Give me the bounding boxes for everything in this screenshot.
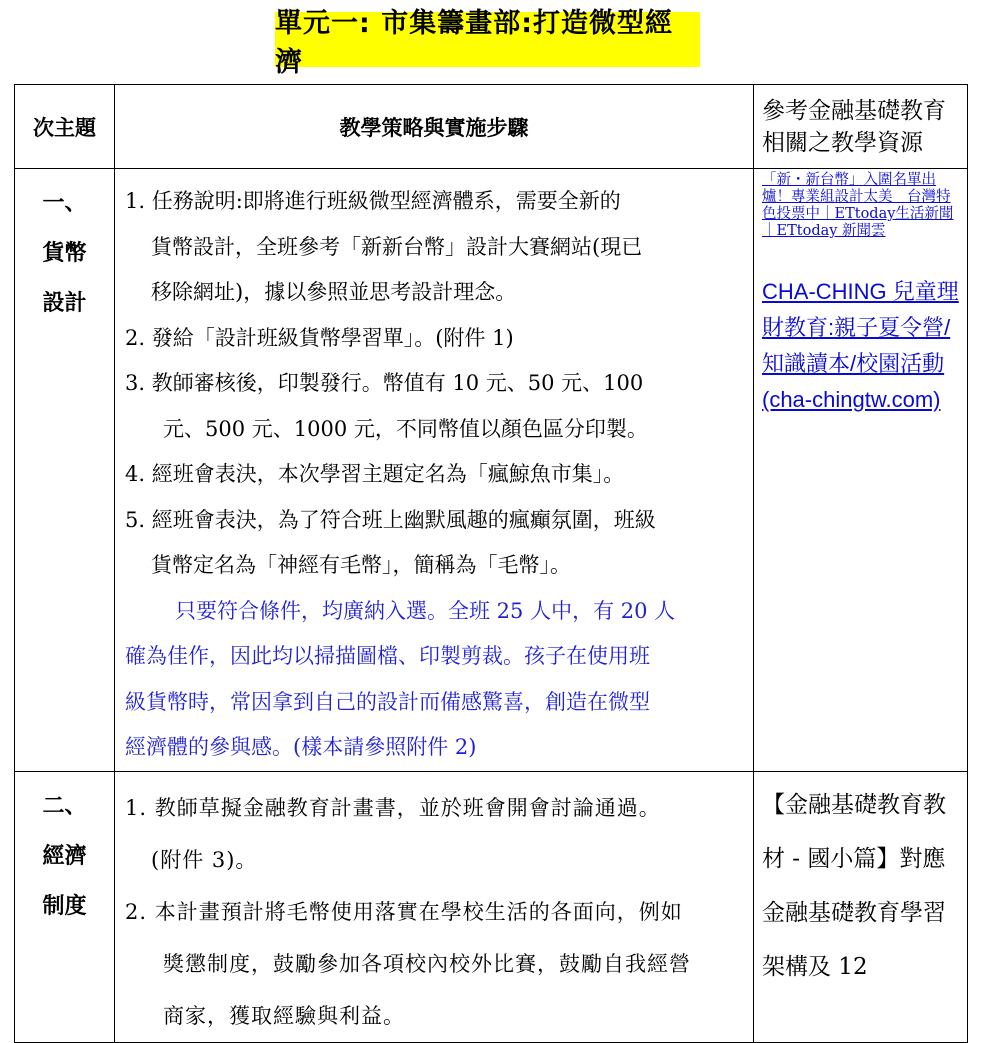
section1-topic-num: 一、 [42,191,87,216]
step-line: (附件 3)。 [151,847,258,872]
step-line: 1. 教師草擬金融教育計畫書，並於班會開會討論通過。 [125,795,661,820]
section1-steps [115,169,754,772]
section1-resources [754,169,968,772]
step-line: 商家，獲取經驗與利益。 [163,1003,405,1028]
ettoday-link[interactable]: 「新・新台幣」入圍名單出爐！專業組設計太美 台灣特色投票中｜ETtoday生活新聞｜ETtoday 新聞雲 [762,172,954,239]
section2-topic-word2: 制度 [42,893,87,919]
step-line: 5. 經班會表決，為了符合班上幽默風趣的瘋癲氛圍，班級 [125,507,656,532]
lesson-table [14,84,968,1043]
note-line: 級貨幣時，常因拿到自己的設計而備感驚喜，創造在微型 [125,689,650,714]
section2-topic [15,771,115,1042]
section2-row [15,771,968,1042]
unit-title: 單元一: 市集籌畫部:打造微型經濟 [275,12,700,67]
section2-topic-num: 二、 [42,793,87,819]
note-line: 只要符合條件，均廣納入選。全班 25 人中，有 20 人 [175,598,676,623]
step-line: 2. 本計畫預計將毛幣使用落實在學校生活的各面向，例如 [125,899,683,924]
section1-topic-word2: 設計 [42,291,87,316]
step-line: 元、500 元、1000 元，不同幣值以顏色區分印製。 [163,416,648,441]
step-line: 獎懲制度，鼓勵參加各項校內校外比賽，鼓勵自我經營 [163,951,691,976]
step-line: 3. 教師審核後，印製發行。幣值有 10 元、50 元、100 [125,371,644,395]
section2-steps [115,771,754,1042]
section1-row [15,169,968,772]
section2-resources: 【金融基礎教育教材 - 國小篇】對應金融基礎教育學習架構及 12 [754,771,968,1042]
section2-topic-word1: 經濟 [42,843,87,869]
header-subtopic: 次主題 [15,85,115,169]
section1-topic-word1: 貨幣 [42,241,87,266]
note-line: 經濟體的參與感。(樣本請參照附件 2) [125,735,477,759]
header-strategy: 教學策略與實施步驟 [115,85,754,169]
step-line: 1. 任務說明:即將進行班級微型經濟體系，需要全新的 [125,189,621,213]
header-row [15,85,968,169]
step-line: 貨幣設計，全班參考「新新台幣」設計大賽網站(現已 [151,234,643,259]
step-line: 2. 發給「設計班級貨幣學習單」。(附件 1) [125,325,514,350]
step-line: 4. 經班會表決，本次學習主題定名為「瘋鯨魚市集」。 [125,462,625,486]
step-line: 貨幣定名為「神經有毛幣」，簡稱為「毛幣」。 [151,553,571,577]
section1-topic [15,169,115,772]
note-line: 確為佳作，因此均以掃描圖檔、印製剪裁。孩子在使用班 [125,644,650,668]
step-line: 移除網址)，據以參照並思考設計理念。 [151,280,517,304]
cha-ching-link[interactable]: CHA-CHING 兒童理財教育:親子夏令營/知識讀本/校園活動 (cha-chingtw.com) [762,279,959,412]
header-resources: 參考金融基礎教育相關之教學資源 [754,85,968,169]
